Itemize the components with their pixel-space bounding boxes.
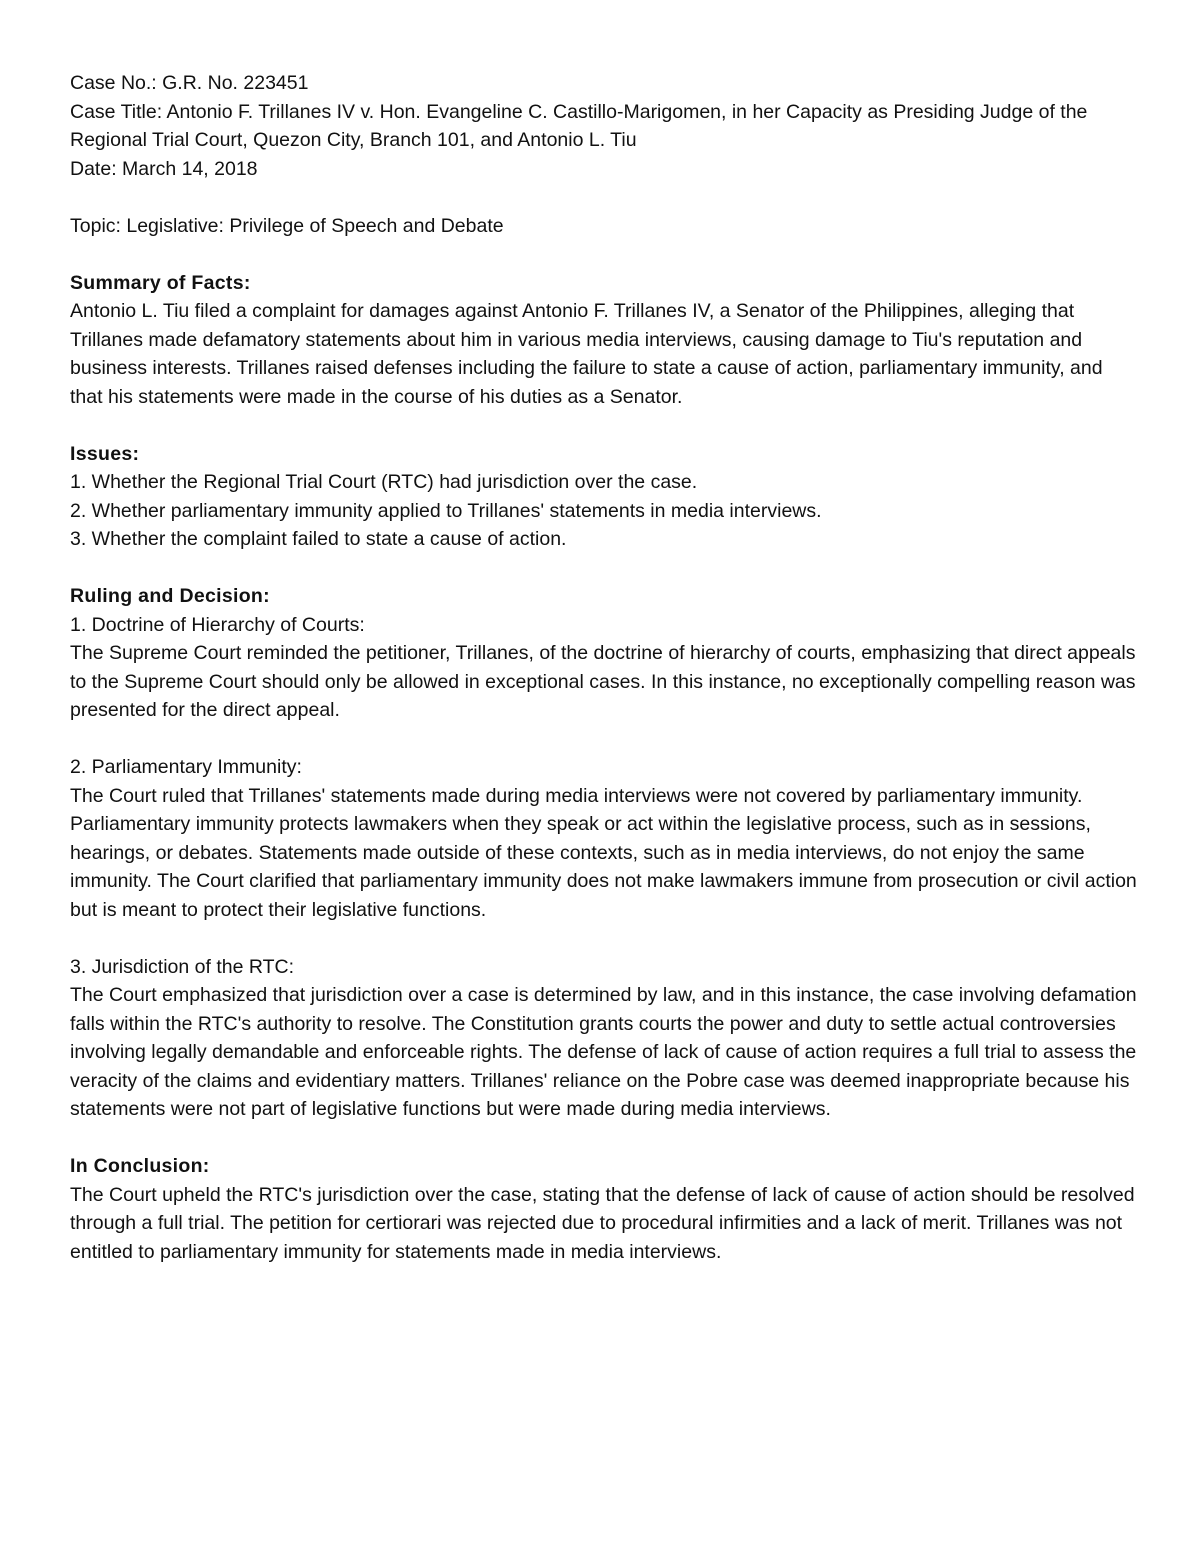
issue-item: 3. Whether the complaint failed to state a cause of action.	[70, 528, 567, 550]
issues-heading: Issues:	[70, 442, 140, 465]
issue-item: 2. Whether parliamentary immunity applied to Trillanes' statements in media interviews.	[70, 499, 822, 522]
facts-body: Antonio L. Tiu filed a complaint for damages against Antonio F. Trillanes IV, a Senator of the Philippines, alleging that Trillanes made defamatory statements about him in various media interviews, causing damage to Tiu's reputation and business interests. Trillanes raised defenses including the failure to state a cause of action, parliamentary immunity, and that his statements were made in the course of his duties as a Senator.	[70, 300, 1109, 408]
ruling-section-body: The Supreme Court reminded the petitioner, Trillanes, of the doctrine of hierarchy of courts, emphasizing that direct appeals to the Supreme Court should only be allowed in exceptional cases. In this instance, no exceptionally compelling reason was presented for the direct appeal.	[70, 642, 1141, 721]
case-number: Case No.: G.R. No. 223451	[70, 72, 309, 94]
facts-heading: Summary of Facts:	[70, 271, 251, 294]
ruling-section-body: The Court emphasized that jurisdiction over a case is determined by law, and in this instance, the case involving defamation falls within the RTC's authority to resolve. The Constitution grants courts the power and duty to settle actual controversies involving legally demandable and enforceable rights. The defense of lack of cause of action requires a full trial to assess the veracity of the claims and evidentiary matters. Trillanes' reliance on the Pobre case was deemed inappropriate because his statements were not part of legislative functions but were made during media interviews.	[70, 984, 1142, 1120]
ruling-heading: Ruling and Decision:	[70, 585, 270, 607]
ruling-section-body: The Court ruled that Trillanes' statements made during media interviews were not covered by parliamentary immunity. Parliamentary immunity protects lawmakers when they speak or act within the legislative process, such as in sessions, hearings, or debates. Statements made outside of these contexts, such as in media interviews, do not enjoy the same immunity. The Court clarified that parliamentary immunity does not make lawmakers immune from prosecution or civil action but is meant to protect their legislative functions.	[70, 784, 1143, 921]
issue-item: 1. Whether the Regional Trial Court (RTC) had jurisdiction over the case.	[70, 471, 698, 493]
conclusion-body: The Court upheld the RTC's jurisdiction over the case, stating that the defense of lack of cause of action should be resolved through a full trial. The petition for certiorari was rejected due to procedural infirmities and a lack of merit. Trillanes was not entitled to parliamentary immunity for statements made in media interviews.	[70, 1183, 1140, 1263]
ruling-section-title: 1. Doctrine of Hierarchy of Courts:	[70, 613, 365, 636]
conclusion-heading: In Conclusion:	[70, 1155, 210, 1177]
ruling-section-title: 2. Parliamentary Immunity:	[70, 756, 302, 778]
case-title: Case Title: Antonio F. Trillanes IV v. Hon. Evangeline C. Castillo-Marigomen, in her Capacity as Presiding Judge of the Regional Trial Court, Quezon City, Branch 101, and Antonio L. Tiu	[70, 100, 1093, 151]
case-topic: Topic: Legislative: Privilege of Speech and Debate	[70, 214, 504, 237]
case-date: Date: March 14, 2018	[70, 157, 258, 180]
document-page	[70, 69, 1143, 1266]
issues-list	[70, 468, 1140, 554]
ruling-section-title: 3. Jurisdiction of the RTC:	[70, 955, 294, 978]
